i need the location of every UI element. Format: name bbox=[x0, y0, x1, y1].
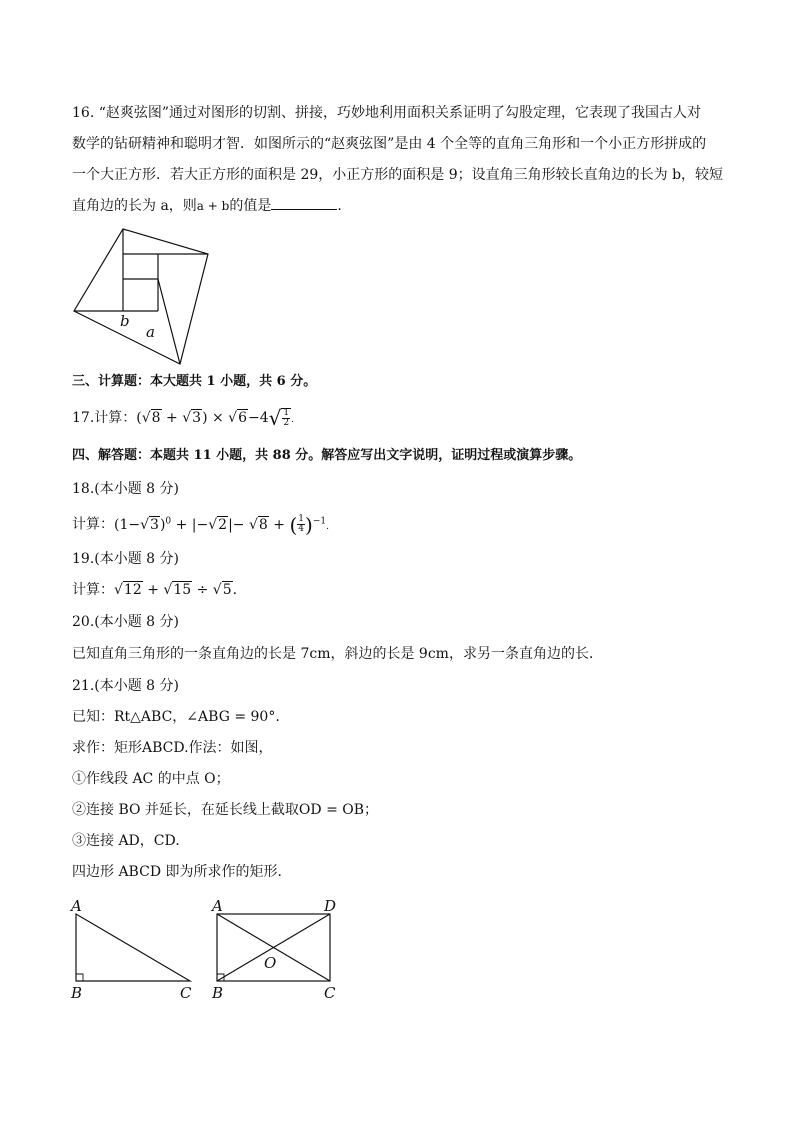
q18-exp-neg1: −1 bbox=[312, 516, 327, 526]
q17-rad8: 8 bbox=[151, 410, 161, 426]
triangle-abc bbox=[76, 914, 190, 981]
q19-sqrt5: √5 bbox=[212, 582, 232, 598]
q21-step2: ②连接 BO 并延长，在延长线上截取OD = OB； bbox=[72, 802, 379, 818]
q18-title: 18.(本小题 8 分) bbox=[72, 481, 179, 497]
q19-plus: + bbox=[142, 582, 164, 598]
q17-sqrt3: √3 bbox=[182, 410, 202, 426]
q17-prefix: 17.计算： bbox=[72, 410, 137, 426]
q17-frac bbox=[281, 408, 291, 428]
q16-line4-post: 的值是 bbox=[229, 198, 272, 214]
q18-p1: (1− bbox=[114, 516, 141, 533]
q18-rad3: 3 bbox=[150, 516, 159, 533]
label-c2: C bbox=[324, 984, 336, 1002]
fig-label-b: b bbox=[120, 312, 130, 330]
q17-frac-num: 1 bbox=[283, 408, 290, 418]
q19-div: ÷ bbox=[192, 582, 213, 598]
q19-rad5: 5 bbox=[222, 582, 232, 598]
outer-square bbox=[74, 229, 208, 364]
q18-lparen: ( bbox=[289, 512, 298, 537]
q18-frac-den: 4 bbox=[298, 524, 305, 535]
q17-open: ( bbox=[136, 410, 142, 426]
q17-minus4: −4 bbox=[248, 410, 269, 426]
q17-line bbox=[72, 408, 294, 430]
q21-given: 已知：Rt△ABC，∠ABG = 90°. bbox=[72, 709, 280, 725]
q17-close-times: ) × bbox=[202, 410, 229, 426]
q16-line1: 16. “赵爽弦图”通过对图形的切割、拼接，巧妙地利用面积关系证明了勾股定理，它表现了我国古人对 bbox=[72, 105, 702, 121]
q21-conclusion: 四边形 ABCD 即为所求作的矩形． bbox=[72, 864, 292, 880]
q18-p2: ) bbox=[159, 516, 166, 533]
inner-line-3 bbox=[158, 279, 180, 364]
q18-frac bbox=[297, 515, 305, 534]
q18-rparen: ) bbox=[305, 512, 313, 537]
q18-expression bbox=[114, 512, 329, 537]
section4-heading: 四、解答题：本题共 11 小题，共 88 分。解答应写出文字说明，证明过程或演算步骤。 bbox=[72, 448, 582, 463]
q18-end: . bbox=[326, 521, 329, 532]
q16-line4 bbox=[72, 196, 342, 216]
label-a2: A bbox=[212, 897, 223, 915]
q21-title: 21.(本小题 8 分) bbox=[72, 678, 179, 694]
q21-step3: ③连接 AD，CD. bbox=[72, 833, 180, 849]
rectangle-diagram bbox=[208, 896, 343, 1002]
q17-sqrt8: √8 bbox=[141, 410, 161, 426]
q17-frac-den: 2 bbox=[283, 418, 290, 428]
q18-p5: + bbox=[268, 516, 290, 533]
label-a: A bbox=[71, 897, 82, 915]
label-o2: O bbox=[264, 954, 277, 972]
q18-rad2: 2 bbox=[218, 516, 228, 533]
right-triangle-diagram bbox=[68, 896, 198, 1002]
right-angle-mark bbox=[76, 974, 83, 981]
q16-expr: a + b bbox=[196, 199, 230, 213]
q17-rad3: 3 bbox=[192, 410, 202, 426]
q17-rad6: 6 bbox=[238, 410, 247, 426]
q18-line bbox=[72, 511, 329, 537]
q16-line3: 一个大正方形．若大正方形的面积是 29，小正方形的面积是 9；设直角三角形较长直角边的长为 b，较短 bbox=[72, 167, 724, 183]
q21-step1: ①作线段 AC 的中点 O； bbox=[72, 771, 230, 787]
q19-prefix: 计算： bbox=[72, 582, 114, 598]
q18-exp0: 0 bbox=[165, 516, 172, 526]
q19-rad15: 15 bbox=[173, 582, 192, 598]
q19-expression bbox=[114, 582, 237, 598]
label-b: B bbox=[71, 984, 83, 1002]
q18-sqrt8: √8 bbox=[248, 516, 268, 533]
q16-line4-end: . bbox=[337, 198, 342, 214]
answer-blank[interactable] bbox=[271, 197, 337, 210]
label-c: C bbox=[180, 984, 192, 1002]
q17-sqrt6: √6 bbox=[228, 410, 247, 426]
q18-prefix: 计算： bbox=[72, 516, 114, 533]
q19-title: 19.(本小题 8 分) bbox=[72, 551, 179, 567]
q21-task: 求作：矩形ABCD.作法：如图， bbox=[72, 740, 273, 756]
q19-rad12: 12 bbox=[123, 582, 142, 598]
section3-heading: 三、计算题：本大题共 1 小题，共 6 分。 bbox=[72, 374, 317, 389]
q18-p3: + |− bbox=[171, 516, 209, 533]
q19-line bbox=[72, 580, 237, 600]
fig-label-a: a bbox=[146, 323, 155, 341]
q16-line4-pre: 直角边的长为 a，则 bbox=[72, 198, 197, 214]
zhao-shuang-diagram bbox=[70, 225, 215, 365]
q18-frac-num: 1 bbox=[298, 514, 305, 525]
q18-sqrt2: √2 bbox=[208, 516, 228, 533]
q18-p4: |− bbox=[228, 516, 249, 533]
q17-end: . bbox=[291, 415, 294, 425]
q18-sqrt3: √3 bbox=[140, 516, 159, 533]
q20-title: 20.(本小题 8 分) bbox=[72, 614, 179, 630]
q18-rad8: 8 bbox=[258, 516, 268, 533]
q19-end: . bbox=[232, 582, 238, 598]
label-b2: B bbox=[212, 984, 224, 1002]
q17-plus: + bbox=[161, 410, 183, 426]
label-d2: D bbox=[324, 897, 337, 915]
q17-sqrt-half: √ $\frac{1}{2}$ bbox=[268, 406, 290, 430]
q20-text: 已知直角三角形的一条直角边的长是 7cm，斜边的长是 9cm，求另一条直角边的长． bbox=[72, 646, 603, 662]
q19-sqrt15: √15 bbox=[163, 582, 192, 598]
q16-line2: 数学的钻研精神和聪明才智．如图所示的“赵爽弦图”是由 4 个全等的直角三角形和一个小正方形拼成的 bbox=[72, 136, 707, 152]
q17-expression bbox=[136, 406, 294, 430]
q19-sqrt12: √12 bbox=[114, 582, 142, 598]
